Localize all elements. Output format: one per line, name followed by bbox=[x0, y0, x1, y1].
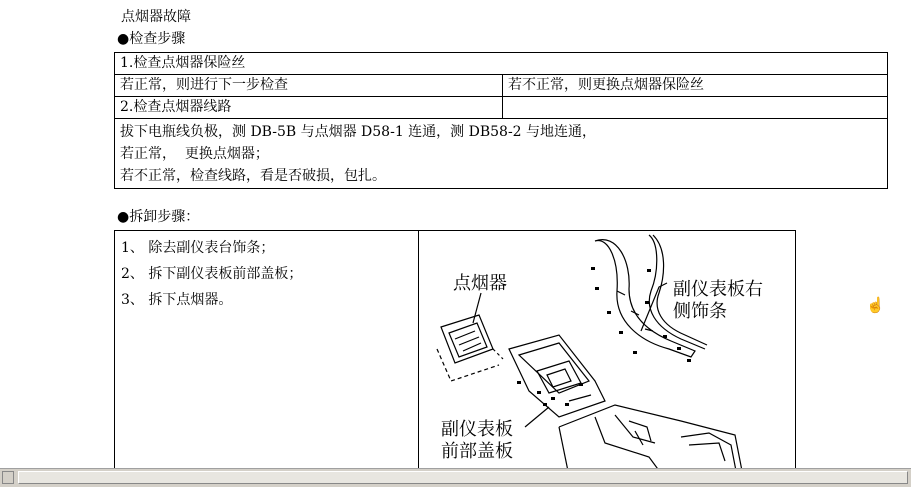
wiring-instructions-cell bbox=[115, 119, 888, 189]
cover-label-line1: 副仪表板 bbox=[441, 419, 513, 440]
wiring-instruction-line: 拔下电瓶线负极，测 DB-5B 与点烟器 D58-1 连通，测 DB58-2 与地连通， bbox=[120, 124, 597, 140]
check-steps-table bbox=[114, 52, 888, 189]
page-title: 点烟器故障 bbox=[121, 9, 191, 25]
scroll-left-button[interactable] bbox=[2, 471, 14, 484]
removal-step: 2、 拆下副仪表板前部盖板； bbox=[121, 266, 303, 282]
table-row bbox=[115, 53, 888, 75]
check-fuse-step: 1.检查点烟器保险丝 bbox=[115, 53, 888, 75]
abnormal-result-cell: 若不正常，则更换点烟器保险丝 bbox=[503, 75, 888, 97]
hand-cursor-icon: ☝ bbox=[866, 296, 885, 314]
removal-steps-list bbox=[121, 235, 302, 313]
wiring-instruction-line: 若正常， 更换点烟器； bbox=[120, 146, 269, 162]
scrollbar-thumb[interactable] bbox=[18, 471, 908, 484]
horizontal-scrollbar[interactable] bbox=[0, 468, 911, 487]
check-wiring-step: 2.检查点烟器线路 bbox=[115, 97, 503, 119]
check-steps-heading: ●检查步骤 bbox=[117, 31, 186, 47]
trim-label-line1: 副仪表板右 bbox=[673, 279, 763, 300]
trim-label-line2: 侧饰条 bbox=[673, 301, 727, 322]
normal-result-cell: 若正常，则进行下一步检查 bbox=[115, 75, 503, 97]
table-row bbox=[115, 75, 888, 97]
console-diagram bbox=[419, 231, 795, 476]
removal-step: 3、 拆下点烟器。 bbox=[121, 292, 233, 308]
table-row bbox=[115, 97, 888, 119]
empty-cell bbox=[503, 97, 888, 119]
removal-step: 1、 除去副仪表台饰条； bbox=[121, 240, 275, 256]
removal-steps-heading: ●拆卸步骤： bbox=[117, 209, 200, 225]
removal-table bbox=[114, 230, 796, 476]
cover-label-line2: 前部盖板 bbox=[441, 441, 513, 462]
wiring-instruction-line: 若不正常，检查线路，看是否破损，包扎。 bbox=[120, 168, 386, 184]
lighter-label: 点烟器 bbox=[453, 273, 507, 294]
table-row bbox=[115, 119, 888, 189]
removal-steps-cell bbox=[115, 231, 419, 476]
